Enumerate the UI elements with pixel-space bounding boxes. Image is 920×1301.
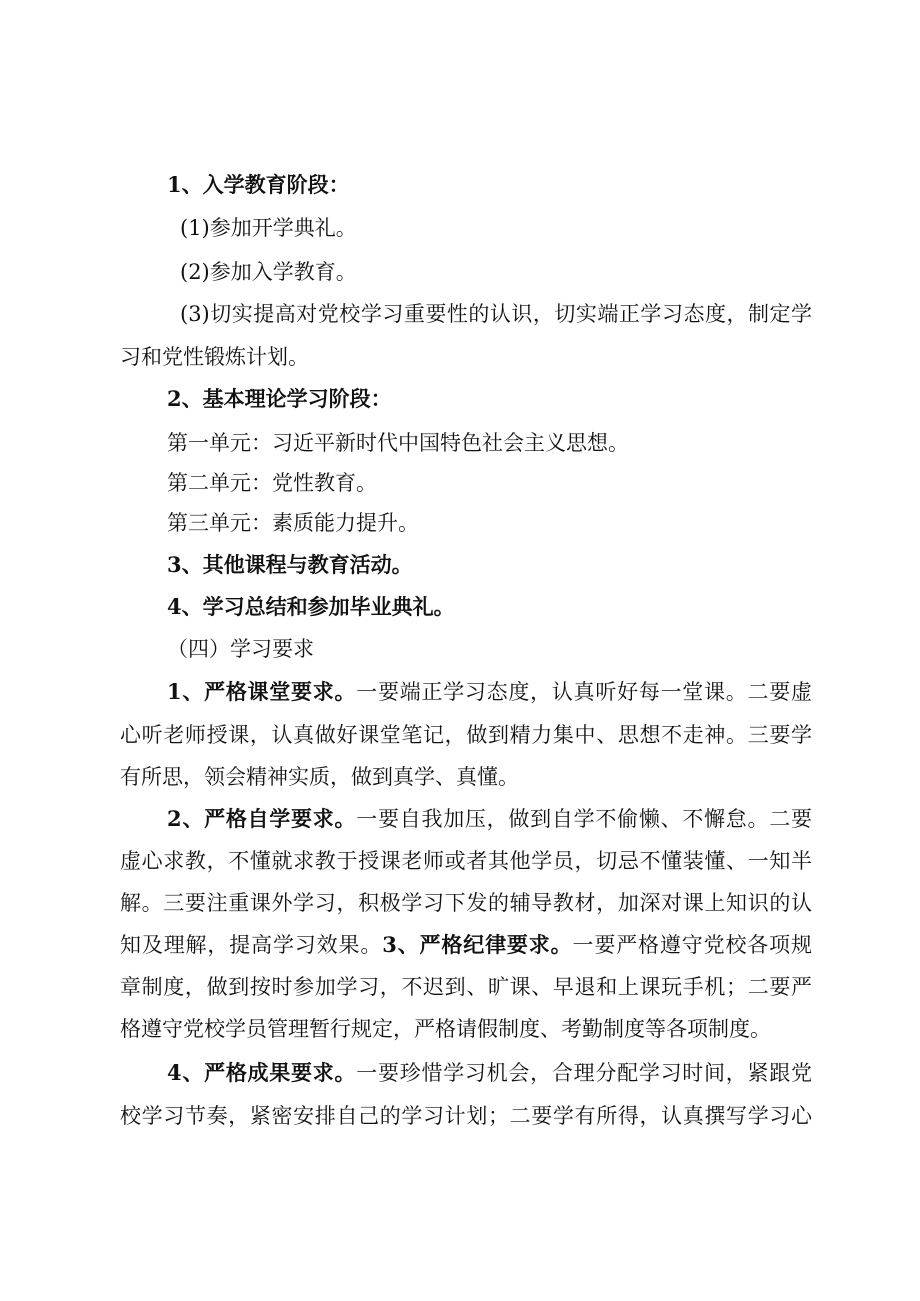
heading-stage-1: 1、入学教育阶段：: [167, 172, 350, 197]
paragraph-line: [167, 1060, 812, 1086]
requirement-title: 4、严格成果要求。: [167, 1060, 357, 1085]
heading-stage-4: 4、学习总结和参加毕业典礼。: [167, 594, 455, 619]
paragraph-line: [167, 679, 812, 705]
requirement-text: 知及理解，提高学习效果。: [120, 933, 383, 957]
requirement-text: 一要端正学习态度，认真听好每一堂课。二要虚: [356, 680, 812, 704]
section-heading: （四）学习要求: [167, 637, 314, 661]
paragraph-line: 虚心求教，不懂就求教于授课老师或者其他学员，切忌不懂装懂、一知半: [120, 849, 812, 873]
paragraph-line: 心听老师授课，认真做好课堂笔记，做到精力集中、思想不走神。三要学: [120, 723, 812, 747]
unit-item: 第一单元：习近平新时代中国特色社会主义思想。: [167, 431, 629, 455]
requirement-text: 一要自我加压，做到自学不偷懒、不懈怠。二要: [356, 807, 812, 831]
requirement-text: 一要珍惜学习机会，合理分配学习时间，紧跟党: [356, 1061, 812, 1085]
paragraph-line: 格遵守党校学员管理暂行规定，严格请假制度、考勤制度等各项制度。: [120, 1017, 771, 1041]
list-item-continuation: 习和党性锻炼计划。: [120, 345, 309, 369]
paragraph-line: [120, 932, 812, 958]
requirement-title: 3、严格纪律要求。: [382, 932, 573, 957]
heading-stage-3: 3、其他课程与教育活动。: [167, 552, 413, 577]
requirement-title: 1、严格课堂要求。: [167, 679, 357, 704]
requirement-text: 一要严格遵守党校各项规: [572, 933, 813, 957]
list-item: (1)参加开学典礼。: [180, 216, 357, 240]
unit-item: 第三单元：素质能力提升。: [167, 511, 419, 535]
requirement-title: 2、严格自学要求。: [167, 806, 357, 831]
paragraph-line: 有所思，领会精神实质，做到真学、真懂。: [120, 765, 519, 789]
paragraph-line: 校学习节奏，紧密安排自己的学习计划；二要学有所得，认真撰写学习心: [120, 1104, 812, 1128]
paragraph-line: [167, 806, 812, 832]
unit-item: 第二单元：党性教育。: [167, 471, 377, 495]
list-item: (3)切实提高对党校学习重要性的认识，切实端正学习态度，制定学: [180, 302, 812, 326]
heading-stage-2: 2、基本理论学习阶段：: [167, 386, 392, 411]
paragraph-line: 解。三要注重课外学习，积极学习下发的辅导教材，加深对课上知识的认: [120, 891, 812, 915]
list-item: (2)参加入学教育。: [180, 260, 357, 284]
paragraph-line: 章制度，做到按时参加学习，不迟到、旷课、早退和上课玩手机；二要严: [120, 975, 812, 999]
